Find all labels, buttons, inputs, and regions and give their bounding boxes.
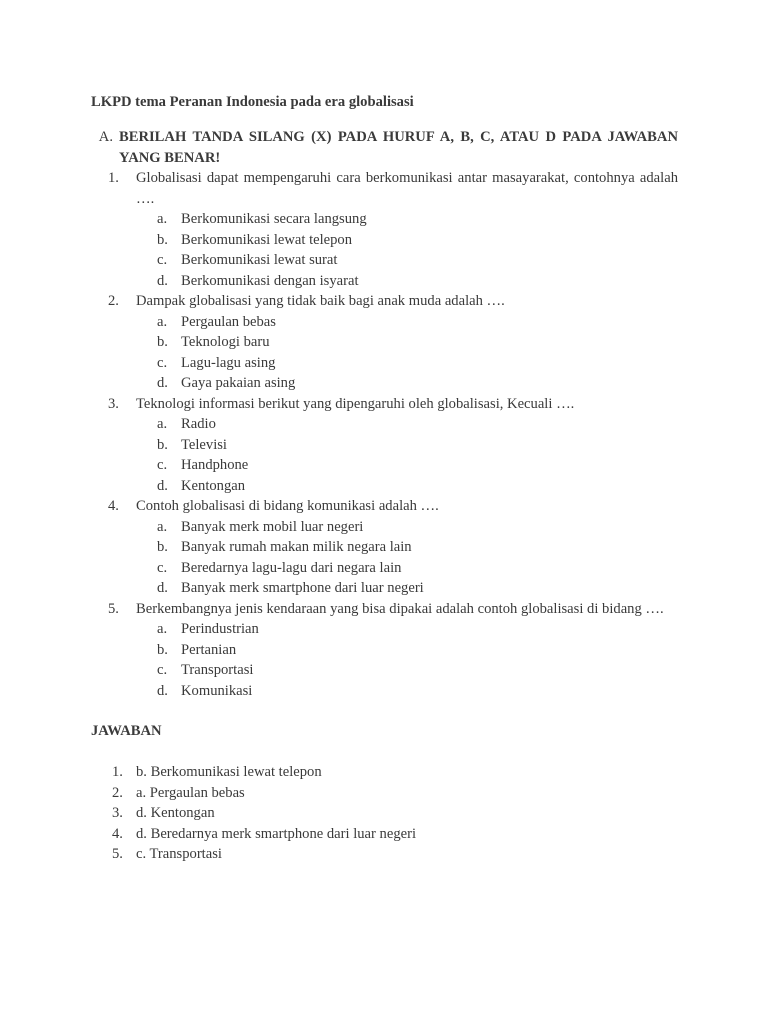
document-page	[91, 92, 678, 865]
section-heading: BERILAH TANDA SILANG (X) PADA HURUF A, B, C, ATAU D PADA JAWABAN YANG BENAR!	[119, 129, 678, 166]
option-item	[157, 537, 678, 558]
answer-item	[112, 824, 678, 845]
option-item	[157, 230, 678, 251]
option-item	[157, 558, 678, 579]
option-letter: a.	[157, 621, 168, 637]
option-item	[157, 271, 678, 292]
question-item	[108, 291, 678, 312]
option-letter: b.	[157, 539, 168, 555]
option-text: Gaya pakaian asing	[181, 375, 296, 391]
option-letter: a.	[157, 518, 168, 535]
option-text: Kentongan	[181, 477, 246, 494]
question-item	[108, 394, 678, 415]
option-letter: b.	[157, 436, 168, 453]
option-item	[157, 476, 678, 497]
option-letter: d.	[157, 477, 168, 494]
option-text: Beredarnya lagu-lagu dari negara lain	[181, 559, 402, 576]
answer-item	[112, 844, 678, 865]
option-letter: d.	[157, 682, 168, 699]
option-letter: b.	[157, 641, 168, 658]
option-text: Pergaulan bebas	[181, 313, 276, 330]
option-letter: d.	[157, 580, 168, 596]
option-letter: b.	[157, 334, 168, 350]
option-letter: d.	[157, 375, 168, 391]
option-item	[157, 640, 678, 661]
question-item	[108, 496, 678, 517]
question-list	[91, 168, 678, 701]
question-text: Dampak globalisasi yang tidak baik bagi anak muda adalah ….	[136, 293, 505, 309]
answer-number: 4.	[112, 825, 123, 842]
section-heading-row	[91, 127, 678, 168]
answer-text: c. Transportasi	[136, 846, 222, 862]
option-letter: d.	[157, 272, 168, 289]
option-letter: b.	[157, 231, 168, 248]
answer-text: d. Kentongan	[136, 805, 215, 821]
answer-item	[112, 803, 678, 824]
option-letter: a.	[157, 211, 168, 227]
option-item	[157, 373, 678, 394]
question-number: 3.	[108, 395, 119, 412]
option-text: Berkomunikasi secara langsung	[181, 211, 367, 227]
option-text: Lagu-lagu asing	[181, 354, 276, 371]
option-item	[157, 681, 678, 702]
option-item	[157, 209, 678, 230]
question-number: 4.	[108, 498, 119, 514]
section-letter-text: A.	[98, 129, 113, 145]
option-item	[157, 660, 678, 681]
option-text: Berkomunikasi lewat surat	[181, 252, 338, 268]
answer-number: 5.	[112, 846, 123, 862]
section-a	[91, 127, 678, 701]
answer-text: d. Beredarnya merk smartphone dari luar negeri	[136, 825, 417, 842]
question-text: Globalisasi dapat mempengaruhi cara berkomunikasi antar masayarakat, contohnya adalah ….	[136, 170, 678, 207]
question-item	[108, 168, 678, 209]
option-item	[157, 435, 678, 456]
answer-text: b. Berkomunikasi lewat telepon	[136, 764, 322, 780]
option-item	[157, 250, 678, 271]
option-text: Komunikasi	[181, 682, 253, 699]
question-text: Contoh globalisasi di bidang komunikasi adalah ….	[136, 498, 439, 514]
question-number: 2.	[108, 293, 119, 309]
answer-number: 2.	[112, 784, 123, 801]
answer-heading: JAWABAN	[91, 723, 162, 739]
option-text: Handphone	[181, 457, 249, 473]
option-item	[157, 619, 678, 640]
answer-number: 3.	[112, 805, 123, 821]
option-text: Banyak merk smartphone dari luar negeri	[181, 580, 424, 596]
option-item	[157, 455, 678, 476]
option-letter: c.	[157, 559, 168, 576]
answer-item	[112, 762, 678, 783]
option-letter: c.	[157, 354, 168, 371]
option-text: Radio	[181, 416, 216, 432]
option-item	[157, 578, 678, 599]
option-letter: a.	[157, 416, 168, 432]
option-letter: a.	[157, 313, 168, 330]
option-item	[157, 332, 678, 353]
option-letter: c.	[157, 252, 168, 268]
option-item	[157, 353, 678, 374]
answer-text: a. Pergaulan bebas	[136, 784, 245, 801]
option-text: Berkomunikasi lewat telepon	[181, 231, 353, 248]
document-title: LKPD tema Peranan Indonesia pada era globalisasi	[91, 94, 414, 110]
question-text: Berkembangnya jenis kendaraan yang bisa dipakai adalah contoh globalisasi di bidang ….	[136, 600, 664, 617]
question-number: 5.	[108, 600, 119, 617]
answer-number: 1.	[112, 764, 123, 780]
option-text: Transportasi	[181, 662, 254, 678]
option-item	[157, 414, 678, 435]
option-letter: c.	[157, 662, 168, 678]
option-text: Perindustrian	[181, 621, 259, 637]
option-text: Televisi	[181, 436, 227, 453]
answer-list	[91, 762, 678, 865]
question-item	[108, 599, 678, 620]
option-item	[157, 517, 678, 538]
option-text: Banyak rumah makan milik negara lain	[181, 539, 412, 555]
question-text: Teknologi informasi berikut yang dipengaruhi oleh globalisasi, Kecuali ….	[136, 395, 575, 412]
section-letter	[91, 127, 119, 168]
option-text: Teknologi baru	[181, 334, 270, 350]
option-letter: c.	[157, 457, 168, 473]
option-text: Berkomunikasi dengan isyarat	[181, 272, 359, 289]
answer-item	[112, 783, 678, 804]
option-text: Banyak merk mobil luar negeri	[181, 518, 364, 535]
question-number: 1.	[108, 170, 119, 186]
option-text: Pertanian	[181, 641, 237, 658]
option-item	[157, 312, 678, 333]
